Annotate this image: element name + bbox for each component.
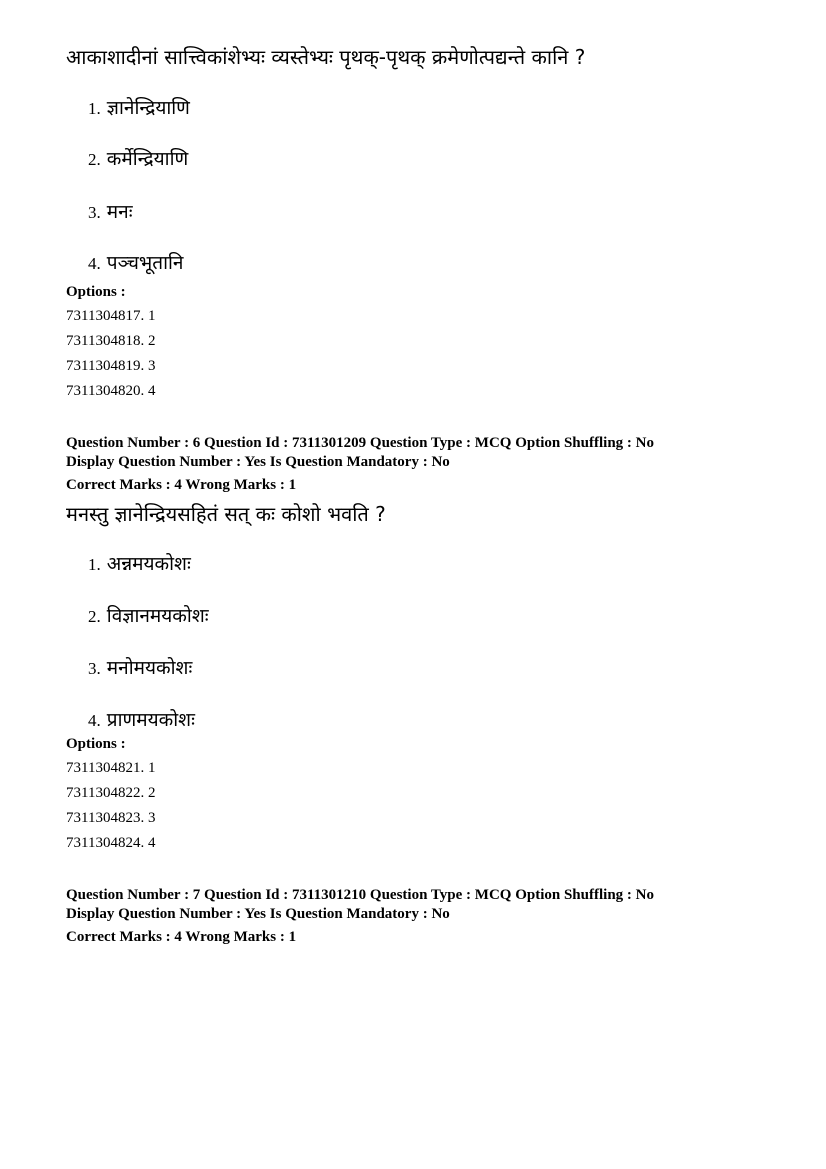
choice-text: मनः (106, 201, 133, 223)
option-line: 7311304822. 2 (66, 785, 156, 801)
choice-number: 4. (88, 254, 101, 273)
choice-text: प्राणमयकोशः (106, 709, 195, 731)
choice-text: अन्नमयकोशः (106, 553, 191, 575)
question-7-meta-line-1: Question Number : 7 Question Id : 7311301210 Question Type : MCQ Option Shuffling : No (66, 887, 654, 903)
option-line: 7311304817. 1 (66, 308, 156, 324)
choice-number: 2. (88, 607, 101, 626)
option-line: 7311304823. 3 (66, 810, 156, 826)
question-6-meta-line-1: Question Number : 6 Question Id : 7311301209 Question Type : MCQ Option Shuffling : No (66, 435, 654, 451)
question-6-meta-line-2: Display Question Number : Yes Is Question Mandatory : No (66, 454, 450, 470)
question-5-choice-3 (88, 199, 133, 226)
choice-text: ज्ञानेन्द्रियाणि (106, 97, 190, 119)
options-heading: Options : (66, 284, 126, 300)
choice-number: 2. (88, 150, 101, 169)
question-5-choice-4 (88, 250, 183, 277)
question-6-text: मनस्तु ज्ञानेन्द्रियसहितं सत् कः कोशो भवति ? (66, 502, 386, 526)
choice-text: मनोमयकोशः (106, 657, 193, 679)
question-5-choice-2 (88, 146, 188, 173)
question-6-choice-3 (88, 655, 192, 682)
question-6-marks: Correct Marks : 4 Wrong Marks : 1 (66, 477, 297, 493)
option-line: 7311304818. 2 (66, 333, 156, 349)
option-line: 7311304819. 3 (66, 358, 156, 374)
question-6-choice-4 (88, 707, 195, 734)
question-5-text: आकाशादीनां सात्त्विकांशेभ्यः व्यस्तेभ्यः पृथक्-पृथक् क्रमेणोत्पद्यन्ते कानि ? (66, 45, 586, 69)
option-line: 7311304821. 1 (66, 760, 156, 776)
option-line: 7311304824. 4 (66, 835, 156, 851)
choice-text: कर्मेन्द्रियाणि (106, 148, 189, 170)
choice-number: 3. (88, 659, 101, 678)
choice-number: 1. (88, 99, 101, 118)
option-line: 7311304820. 4 (66, 383, 156, 399)
question-6-choice-1 (88, 551, 191, 578)
choice-number: 1. (88, 555, 101, 574)
choice-number: 3. (88, 203, 101, 222)
choice-number: 4. (88, 711, 101, 730)
question-7-meta-line-2: Display Question Number : Yes Is Question Mandatory : No (66, 906, 450, 922)
choice-text: पञ्चभूतानि (106, 252, 184, 274)
choice-text: विज्ञानमयकोशः (106, 605, 209, 627)
question-6-choice-2 (88, 603, 209, 630)
question-5-choice-1 (88, 95, 190, 122)
question-7-marks: Correct Marks : 4 Wrong Marks : 1 (66, 929, 297, 945)
options-heading: Options : (66, 736, 126, 752)
